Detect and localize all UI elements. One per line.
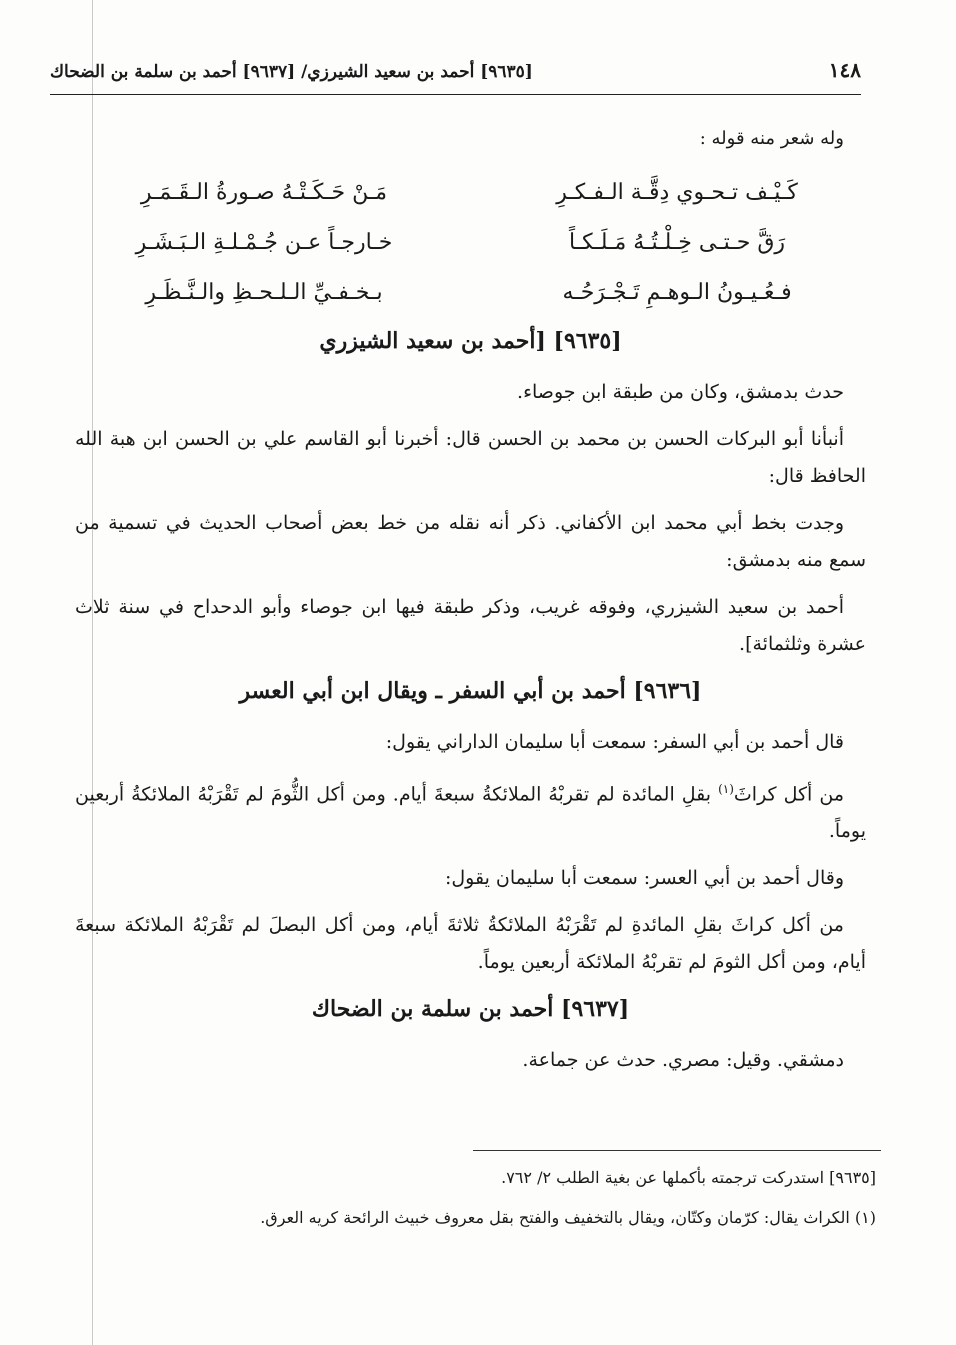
poem xyxy=(75,167,866,317)
paragraph: من أكل كراثَ بقلِ المائدةِ لم تَقْرَبْهُ الملائكةُ ثلاثةَ أيام، ومن أكل البصلَ لم تَقْرَبْهُ الملائكة سبعةَ أيام، ومن أكل الثومَ لم تقربْهُ الملائكة أربعين يوماً. xyxy=(75,914,866,974)
paragraph: حدث بدمشق، وكان من طبقة ابن جوصاء. xyxy=(517,381,844,403)
verse-first-hemistich: رَقَّ حـتـى خِـلْـتُـهُ مَـلَـكـاً xyxy=(569,229,786,255)
paragraph: قال أحمد بن أبي السفر: سمعت أبا سليمان الداراني يقول: xyxy=(385,731,844,753)
footnote-separator xyxy=(473,1150,881,1151)
paragraph: دمشقي. وقيل: مصري. حدث عن جماعة. xyxy=(522,1049,844,1072)
page-number: ١٤٨ xyxy=(828,58,861,82)
poem-verse xyxy=(95,167,846,217)
text-segment: بقلِ المائدة لم تقربْهُ الملائكةُ سبعةَ أيام. ومن أكل الثُّومَ لم تَقْرَبْهُ الملائكةُ أربعين يوماً. xyxy=(75,783,866,843)
poem-intro: وله شعر منه قوله : xyxy=(699,128,844,149)
entry-title-9635: [٩٦٣٥] [أحمد بن سعيد الشيزري xyxy=(319,328,622,354)
footnotes xyxy=(80,1162,876,1242)
paragraph: أحمد بن سعيد الشيزري، وفوقه غريب، وذكر طبقة فيها ابن جوصاء وأبو الدحداح في سنة ثلاث عشرة وثلثمائة]. xyxy=(75,596,866,655)
poem-verse xyxy=(95,217,846,267)
text-segment: من أكل كراثَ xyxy=(733,783,844,806)
footnote: [٩٦٣٥] استدركت ترجمته بأكملها عن بغية الطلب ٢/ ٧٦٢. xyxy=(501,1168,876,1187)
entry-title-9637: [٩٦٣٧] أحمد بن سلمة بن الضحاك xyxy=(311,996,630,1023)
paragraph: وقال أحمد بن أبي العسر: سمعت أبا سليمان يقول: xyxy=(444,867,844,890)
verse-first-hemistich: فـعُـيـونُ الـوهـمِ تَـجْـرَحُـه xyxy=(562,279,792,305)
paragraph: أنبأنا أبو البركات الحسن بن محمد بن الحسن قال: أخبرنا أبو القاسم علي بن الحسن ابن هبة الله الحافظ قال: xyxy=(75,428,866,487)
verse-second-hemistich: خـارجـاً عـن جُـمْـلـةِ الـبَـشَـرِ xyxy=(135,229,393,255)
verse-second-hemistich: بـخـفـيِّ الـلـحـظِ والـنَّـظَـرِ xyxy=(145,279,383,305)
verse-second-hemistich: مَـنْ حَـكَـتْـهُ صـورةُ الـقَـمَـرِ xyxy=(140,179,388,205)
running-header xyxy=(50,58,861,95)
paragraph xyxy=(75,771,866,850)
poem-verse xyxy=(95,267,846,317)
page-body xyxy=(75,120,866,1089)
running-title: [٩٦٣٥] أحمد بن سعيد الشيرزي/ [٩٦٣٧] أحمد بن سلمة بن الضحاك xyxy=(50,62,533,82)
footnote-marker: (١) xyxy=(718,782,734,796)
paragraph: وجدت بخط أبي محمد ابن الأكفاني. ذكر أنه نقله من خط بعض أصحاب الحديث في تسمية من سمع منه بدمشق: xyxy=(75,512,866,571)
verse-first-hemistich: كَـيْـف تـحـوي دِقَّـة الـفـكـرِ xyxy=(556,179,798,205)
footnote: (١) الكراث يقال: كرّمان وكتّان، ويقال بالتخفيف والفتح بقل معروف خبيث الرائحة كريه العرق. xyxy=(260,1208,876,1227)
entry-title-9636: [٩٦٣٦] أحمد بن أبي السفر ـ ويقال ابن أبي العسر xyxy=(239,678,702,704)
